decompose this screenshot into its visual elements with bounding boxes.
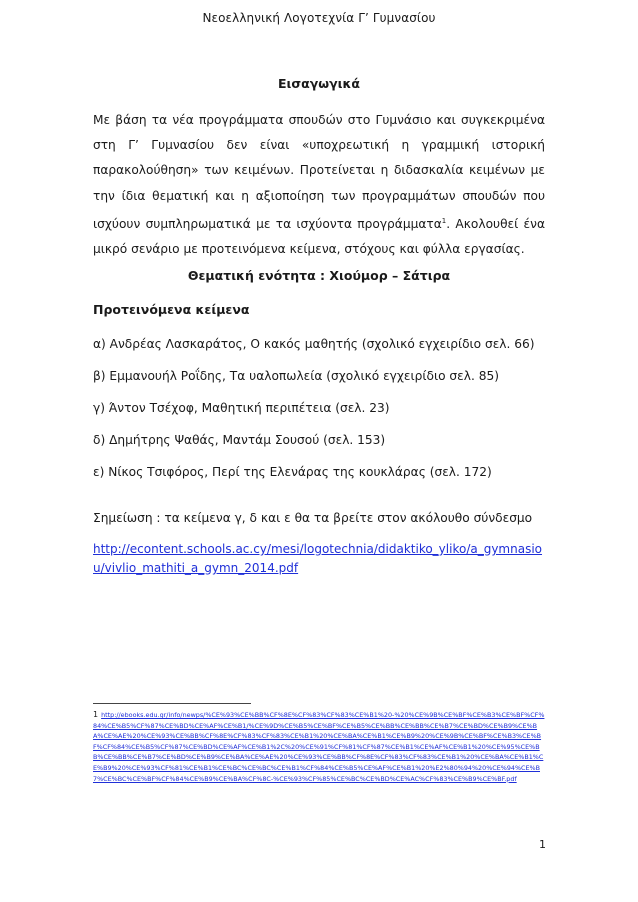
intro-paragraph (93, 108, 545, 262)
page-title: Εισαγωγικά (278, 76, 360, 91)
running-header: Νεοελληνική Λογοτεχνία Γ’ Γυμνασίου (202, 11, 436, 25)
section-heading: Θεματική ενότητα : Χιούμορ – Σάτιρα (187, 268, 451, 283)
page-number: 1 (539, 838, 546, 851)
footnote-number: 1 (93, 710, 99, 719)
intro-text-continued: . Ακολουθεί ένα μικρό σενάριο με προτεινόμενα κείμενα, στόχους και φύλλα εργασίας. (93, 216, 545, 257)
footnote (93, 710, 545, 784)
list-item: α) Ανδρέας Λασκαράτος, Ο κακός μαθητής (σχολικό εγχειρίδιο σελ. 66) (93, 337, 535, 351)
note-text: Σημείωση : τα κείμενα γ, δ και ε θα τα βρείτε στον ακόλουθο σύνδεσμο (93, 511, 533, 525)
list-item: ε) Νίκος Τσιφόρος, Περί της Ελενάρας της κουκλάρας (σελ. 172) (93, 465, 492, 479)
footnote-link[interactable]: http://ebooks.edu.gr/info/newps/%CE%93%CE%BB%CF%8E%CF%83%CF%83%CE%B1%20-%20%CE%9B%CE%BF%CE%B3%CE%BF%CF%84%CE%B5%CF%87%CE%BD%CE%AF%CE%B1/%CE%9D%CE%B5%CE%BF%CE%B5%CE%BB%CE%BB%CE%B7%CE%BD%CE%B9%CE%BA%CE%AE%20%CE%93%CE%BB%CF%8E%CF%83%CF%83%CE%B1%20%CE%BA%CE%B1%CE%B9%20%CE%9B%CE%BF%CE%B3%CE%BF%CF%84%CE%B5%CF%87%CE%BD%CE%AF%CE%B1%2C%20%CE%91%CF%81%CF%87%CE%B1%CE%AF%CE%B1%20%CE%95%CE%BB%CE%BB%CE%B7%CE%BD%CE%B9%CE%BA%CE%AE%20%CE%93%CE%BB%CF%8E%CF%83%CF%83%CE%B1%20%CE%BA%CE%B1%CE%B9%20%CE%93%CF%81%CE%B1%CE%BC%CE%BC%CE%B1%CF%84%CE%B5%CE%AF%CE%B1%20%E2%80%94%20%CE%94%CE%B7%CE%BC%CE%BF%CF%84%CE%B9%CE%BA%CF%8C-%CE%93%CF%85%CE%BC%CE%BD%CE%AC%CF%83%CE%B9%CE%BF.pdf (93, 711, 545, 783)
resource-link[interactable]: http://econtent.schools.ac.cy/mesi/logotechnia/didaktiko_yliko/a_gymnasiou/vivlio_mathiti_a_gymn_2014.pdf (93, 542, 543, 575)
proposed-texts-heading: Προτεινόμενα κείμενα (93, 302, 250, 317)
intro-text: Με βάση τα νέα προγράμματα σπουδών στο Γυμνάσιο και συγκεκριμένα στη Γ’ Γυμνασίου δεν είναι «υποχρεωτική η γραμμική ιστορική παρακολούθηση» των κειμένων. Προτείνεται η διδασκαλία κειμένων με την ίδια θεματική και η αξιοποίηση των προγραμμάτων σπουδών που ισχύουν συμπληρωματικά με τα ισχύοντα προγράμματα (93, 113, 545, 231)
footnote-divider (93, 703, 251, 704)
footnote-reference[interactable]: 1 (441, 216, 447, 225)
list-item: γ) Άντον Τσέχοφ, Μαθητική περιπέτεια (σελ. 23) (93, 401, 390, 415)
proposed-texts-list (93, 334, 535, 494)
list-item: δ) Δημήτρης Ψαθάς, Μαντάμ Σουσού (σελ. 153) (93, 433, 386, 447)
list-item: β) Εμμανουήλ Ροΐδης, Τα υαλοπωλεία (σχολικό εγχειρίδιο σελ. 85) (93, 369, 499, 383)
